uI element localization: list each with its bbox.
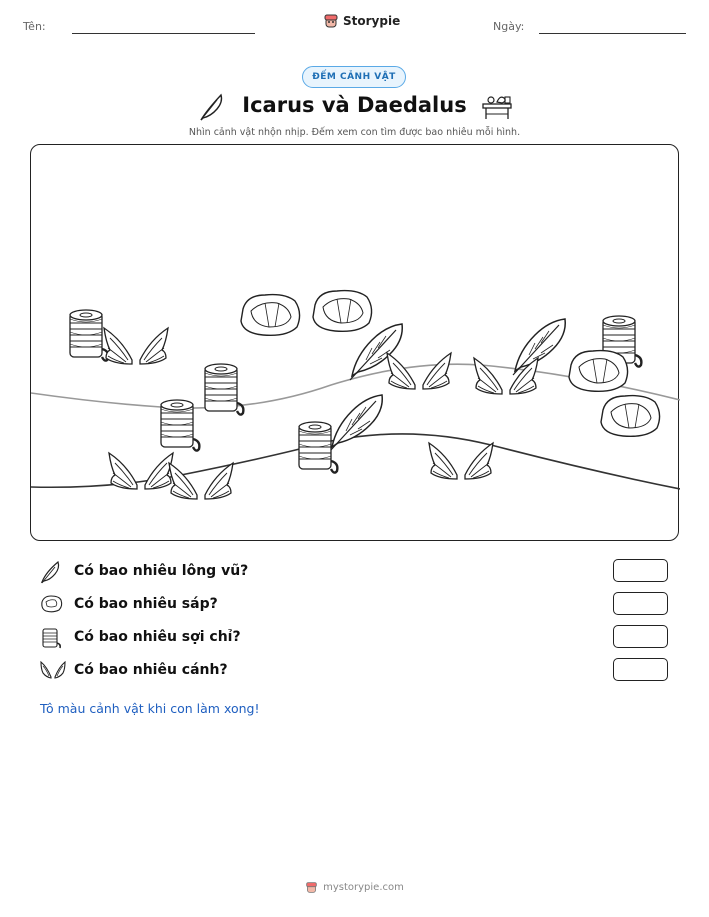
feather-icon bbox=[40, 560, 62, 584]
question-wax bbox=[40, 592, 670, 618]
counting-scene bbox=[30, 144, 679, 541]
answer-box-thread[interactable] bbox=[613, 625, 668, 648]
thread-spool-icon bbox=[40, 626, 62, 650]
wings-icon bbox=[40, 659, 66, 681]
workbench-icon bbox=[480, 92, 514, 120]
answer-box-feathers[interactable] bbox=[613, 559, 668, 582]
storypie-mascot-icon bbox=[323, 13, 339, 29]
name-label: Tên: bbox=[23, 20, 46, 33]
question-thread bbox=[40, 625, 670, 651]
wax-icon bbox=[40, 593, 64, 615]
question-text: Có bao nhiêu sáp? bbox=[74, 596, 218, 612]
date-line[interactable] bbox=[539, 33, 686, 34]
page-title: Icarus và Daedalus bbox=[242, 93, 467, 117]
question-text: Có bao nhiêu cánh? bbox=[74, 662, 228, 678]
footer-url[interactable]: mystorypie.com bbox=[323, 882, 404, 893]
answer-box-wings[interactable] bbox=[613, 658, 668, 681]
storypie-mascot-icon bbox=[305, 881, 318, 894]
brand-logo bbox=[323, 13, 400, 29]
question-text: Có bao nhiêu sợi chỉ? bbox=[74, 629, 241, 645]
activity-badge: ĐẾM CẢNH VẬT bbox=[302, 66, 406, 88]
question-feathers bbox=[40, 559, 670, 585]
name-line[interactable] bbox=[72, 33, 255, 34]
scene-illustration bbox=[31, 145, 680, 542]
answer-box-wax[interactable] bbox=[613, 592, 668, 615]
footer bbox=[0, 881, 709, 894]
question-wings bbox=[40, 658, 670, 684]
date-label: Ngày: bbox=[493, 20, 525, 33]
coloring-note: Tô màu cảnh vật khi con làm xong! bbox=[40, 701, 260, 716]
brand-name: Storypie bbox=[343, 14, 401, 28]
question-text: Có bao nhiêu lông vũ? bbox=[74, 563, 249, 579]
instructions: Nhìn cảnh vật nhộn nhịp. Đếm xem con tìm được bao nhiêu mỗi hình. bbox=[188, 127, 521, 138]
